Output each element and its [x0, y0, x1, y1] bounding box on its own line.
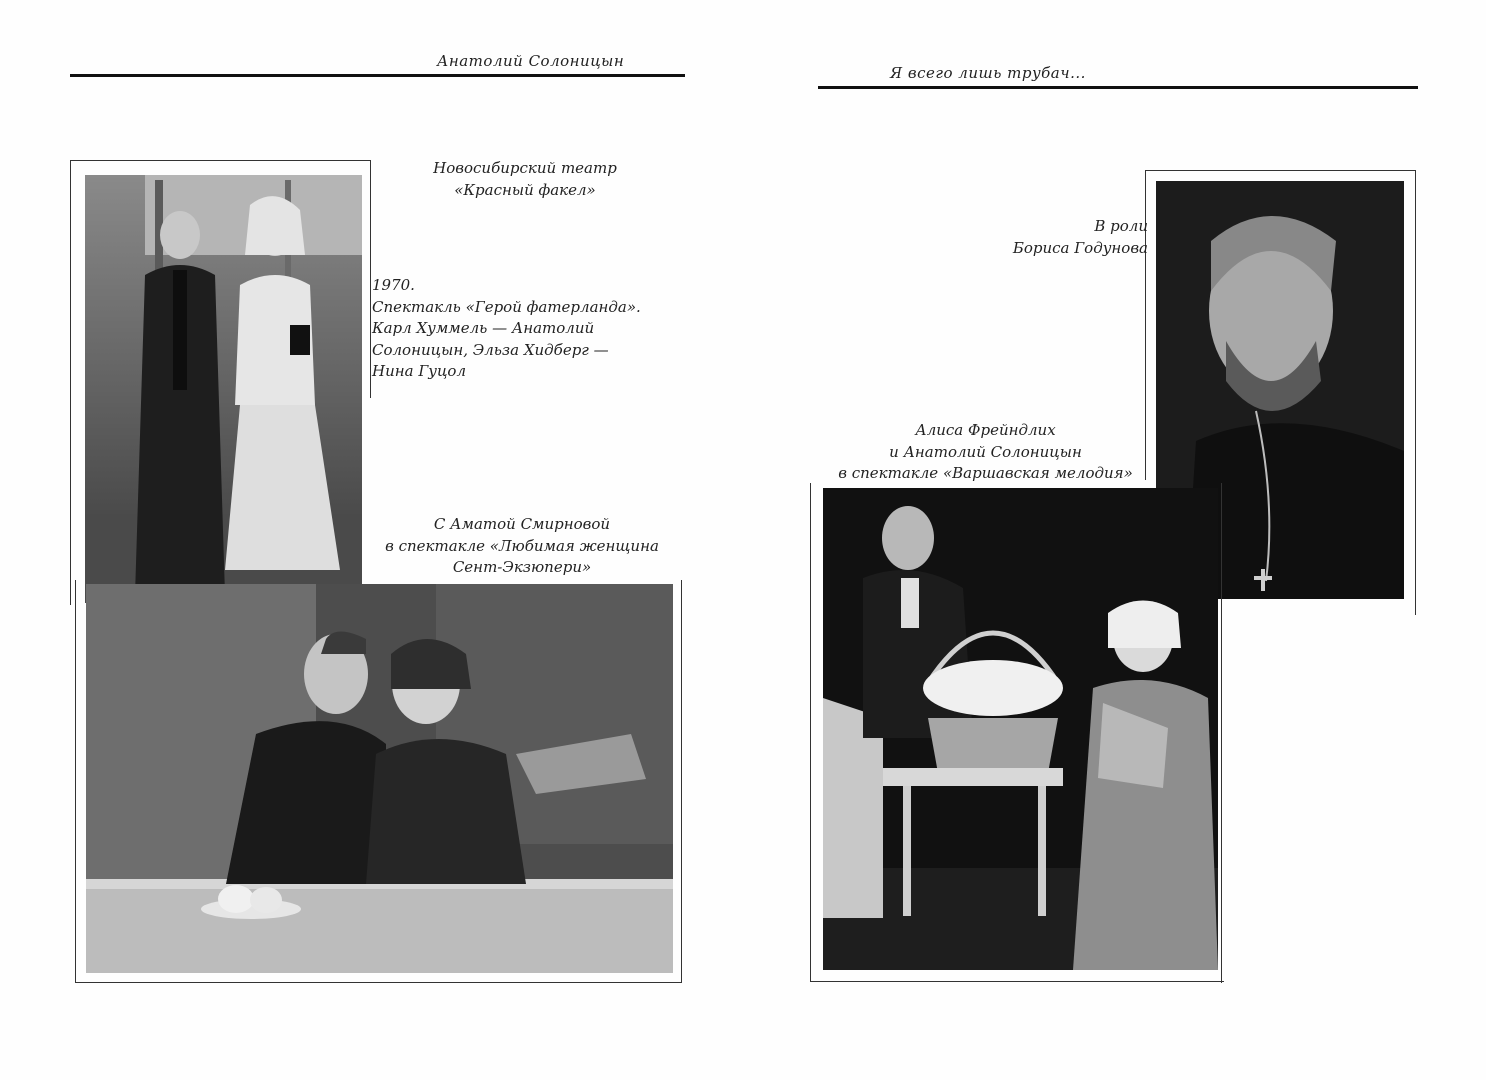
caption-line: и Анатолий Солоницын: [889, 442, 1082, 461]
header-rule-right: [818, 86, 1418, 89]
running-head-right: Я всего лишь трубач...: [890, 64, 1086, 82]
caption-theatre: [395, 158, 655, 201]
caption-line: С Аматой Смирновой: [433, 515, 611, 533]
stage-scene-illustration: [823, 488, 1218, 970]
caption-1970: [372, 275, 672, 383]
caption-line: 1970.: [372, 276, 415, 294]
running-head-left: Анатолий Солоницын: [437, 52, 625, 70]
photo-frame-edge: [1221, 483, 1222, 983]
stage-scene-illustration: [86, 584, 673, 973]
caption-line: Новосибирский театр: [433, 159, 617, 177]
photo-smirnova: [86, 584, 673, 973]
right-page: [743, 0, 1486, 1080]
caption-godunov: [933, 216, 1148, 259]
caption-line: В роли: [1094, 217, 1148, 235]
stage-scene-illustration: [85, 175, 362, 603]
caption-line: «Красный факел»: [454, 180, 596, 199]
header-rule-left: [70, 74, 685, 77]
caption-freindlikh: [833, 420, 1138, 485]
caption-line: Карл Хуммель — Анатолий: [372, 319, 595, 337]
caption-line: Спектакль «Герой фатерланда».: [372, 297, 641, 316]
caption-line: Бориса Годунова: [1012, 238, 1148, 257]
caption-line: в спектакле «Любимая женщина: [385, 536, 659, 555]
caption-line: Сент-Экзюпери»: [452, 558, 592, 576]
caption-line: Нина Гуцол: [372, 362, 467, 380]
caption-line: Алиса Фрейндлих: [915, 421, 1056, 439]
caption-smirnova: [372, 514, 672, 579]
photo-frame-edge: [370, 160, 371, 398]
caption-line: Солоницын, Эльза Хидберг —: [372, 340, 609, 359]
photo-freindlikh: [823, 488, 1218, 970]
caption-line: в спектакле «Варшавская мелодия»: [838, 464, 1133, 482]
photo-hero-fatherland: [85, 175, 362, 603]
